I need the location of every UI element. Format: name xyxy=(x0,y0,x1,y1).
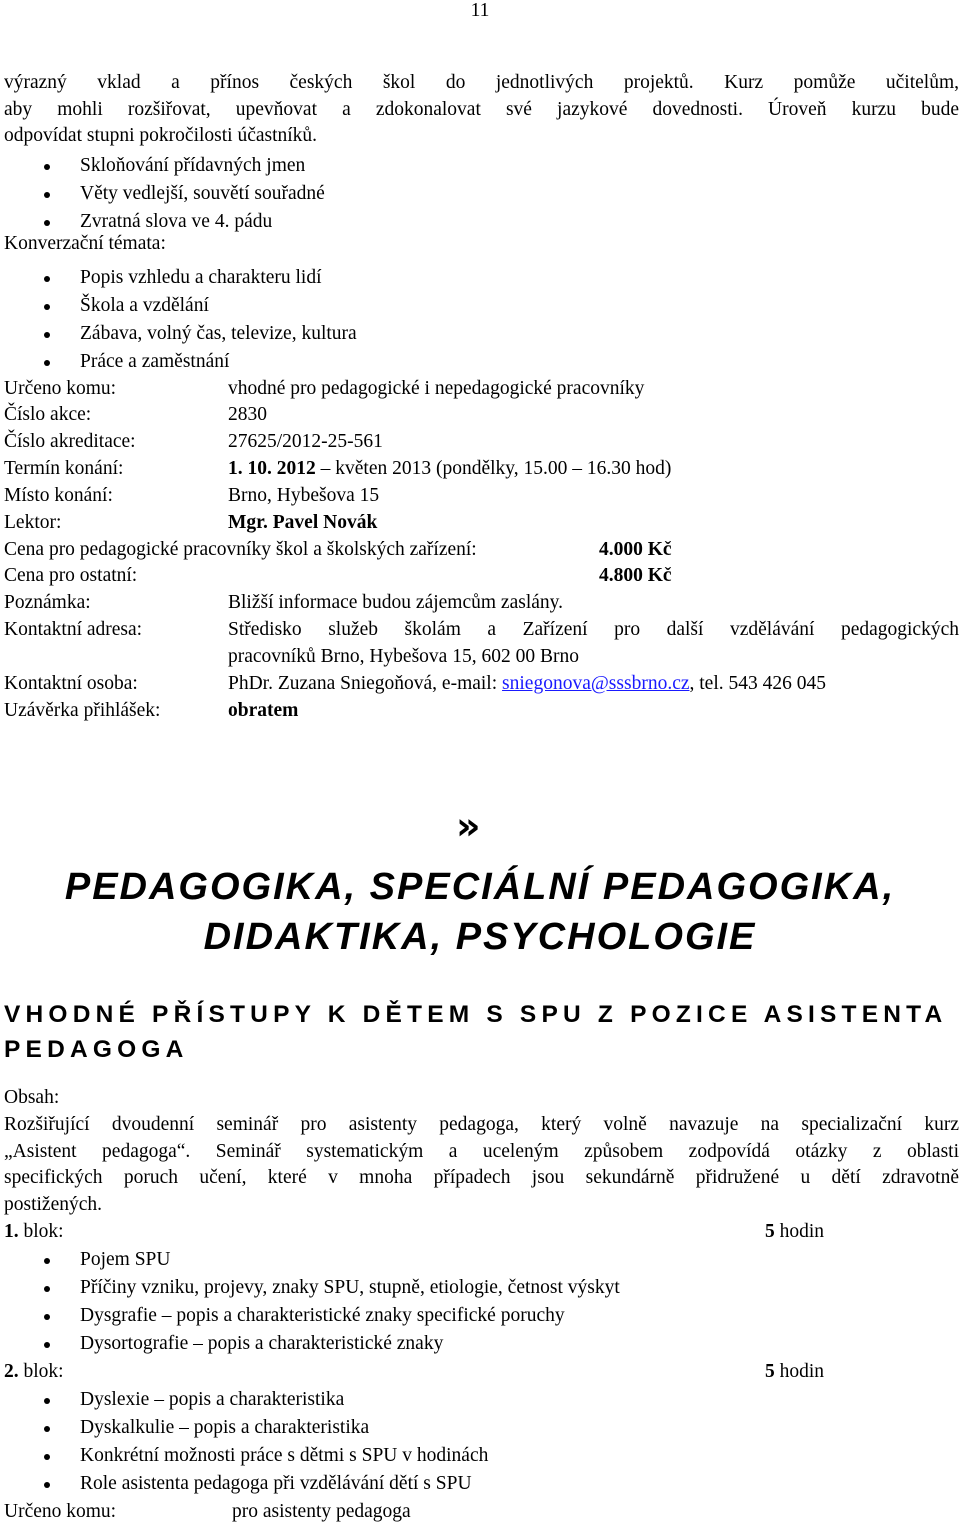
info-label: Určeno komu: xyxy=(4,378,117,399)
blok-2-list xyxy=(0,1386,488,1498)
section-title: PEDAGOGIKA, SPECIÁLNÍ PEDAGOGIKA, xyxy=(64,866,896,908)
info-value: 4.800 Kč xyxy=(599,565,672,586)
obsah-paragraph xyxy=(4,1112,959,1218)
intro-paragraph xyxy=(4,70,959,150)
info-label: Lektor: xyxy=(4,512,62,533)
topics-heading: Konverzační témata: xyxy=(4,233,166,254)
contact-name: PhDr. Zuzana Sniegoňová, e-mail: xyxy=(228,673,503,694)
info-label: Termín konání: xyxy=(4,458,124,479)
list-item: Popis vzhledu a charakteru lidí xyxy=(0,264,357,292)
info-value: 27625/2012-25-561 xyxy=(228,431,383,452)
info-value xyxy=(228,456,671,483)
topics-list xyxy=(0,264,357,376)
info-label: Číslo akce: xyxy=(4,404,92,425)
info-value: 2830 xyxy=(228,404,267,425)
blok-label: 2. blok: xyxy=(4,1361,64,1382)
info-label: Kontaktní adresa: xyxy=(4,619,143,640)
info-label: Určeno komu: xyxy=(4,1501,117,1522)
list-item: Role asistenta pedagoga při vzdělávání dětí s SPU xyxy=(0,1470,488,1498)
list-item: Příčiny vzniku, projevy, znaky SPU, stupně, etiologie, četnost výskyt xyxy=(0,1274,620,1302)
blok-hours: 5 hodin xyxy=(764,1361,824,1382)
obsah-line-4: postižených. xyxy=(4,1193,103,1215)
obsah-label: Obsah: xyxy=(4,1087,60,1108)
info-value xyxy=(228,671,826,698)
grammar-list xyxy=(0,152,325,236)
list-item: Škola a vzdělání xyxy=(0,292,357,320)
list-item: Zábava, volný čas, televize, kultura xyxy=(0,320,357,348)
info-value: obratem xyxy=(228,700,299,721)
info-value: vhodné pro pedagogické i nepedagogické pracovníky xyxy=(228,378,645,399)
chevron-icon: » xyxy=(456,804,481,848)
info-value: Mgr. Pavel Novák xyxy=(228,512,378,533)
info-value: Středisko služeb školám a Zařízení pro další vzdělávání pedagogických xyxy=(228,619,959,640)
info-label: Místo konání: xyxy=(4,485,113,506)
blok-hours: 5 hodin xyxy=(764,1221,824,1242)
info-value: Bližší informace budou zájemcům zaslány. xyxy=(228,592,563,613)
intro-line-3: odpovídat stupni pokročilosti účastníků. xyxy=(4,125,318,146)
termin-rest: – květen 2013 (pondělky, 15.00 – 16.30 hod) xyxy=(315,458,672,479)
list-item: Dysgrafie – popis a charakteristické znaky specifické poruchy xyxy=(0,1302,620,1330)
info-value: pro asistenty pedagoga xyxy=(232,1501,411,1522)
obsah-line-2: „Asistent pedagoga“. Seminář systematickým a uceleným způsobem zodpovídá otázky z oblasti xyxy=(4,1140,959,1162)
obsah-line-1: Rozšiřující dvoudenní seminář pro asistenty pedagoga, který volně navazuje na specializační kurz xyxy=(4,1114,959,1135)
list-item: Věty vedlejší, souvětí souřadné xyxy=(0,180,325,208)
list-item: Dyslexie – popis a charakteristika xyxy=(0,1386,488,1414)
info-row-adresa xyxy=(4,617,959,644)
info-value: 4.000 Kč xyxy=(599,539,672,560)
termin-date: 1. 10. 2012 xyxy=(228,458,316,479)
intro-line-1: výrazný vklad a přínos českých škol do jednotlivých projektů. Kurz pomůže učitelům, xyxy=(4,72,959,93)
blok-2-header xyxy=(4,1359,824,1386)
info-label: Cena pro ostatní: xyxy=(4,565,138,586)
intro-line-2: aby mohli rozšiřovat, upevňovat a zdokonalovat své jazykové dovednosti. Úroveň kurzu bude xyxy=(4,98,959,120)
info-value: Brno, Hybešova 15 xyxy=(228,485,380,506)
list-item: Konkrétní možnosti práce s dětmi s SPU v hodinách xyxy=(0,1442,488,1470)
list-item: Dyskalkulie – popis a charakteristika xyxy=(0,1414,488,1442)
list-item: Zvratná slova ve 4. pádu xyxy=(0,208,325,236)
info-label: Číslo akreditace: xyxy=(4,431,136,452)
course-title: VHODNÉ PŘÍSTUPY K DĚTEM S SPU Z POZICE ASISTENTA xyxy=(4,1001,948,1028)
blok-label: 1. blok: xyxy=(4,1221,64,1242)
list-item: Práce a zaměstnání xyxy=(0,348,357,376)
blok-1-header xyxy=(4,1219,824,1246)
contact-phone: , tel. 543 426 045 xyxy=(689,673,826,694)
section-title-2: DIDAKTIKA, PSYCHOLOGIE xyxy=(203,916,757,958)
course-title-2: PEDAGOGA xyxy=(4,1036,189,1063)
blok-1-list xyxy=(0,1246,620,1358)
info-label: Cena pro pedagogické pracovníky škol a školských zařízení: xyxy=(4,539,477,560)
obsah-line-3: specifických poruch učení, které v mnoha případech jsou sekundárně přidružené u dětí zdravotně xyxy=(4,1167,959,1188)
info-label: Poznámka: xyxy=(4,592,91,613)
list-item: Pojem SPU xyxy=(0,1246,620,1274)
info-value: pracovníků Brno, Hybešova 15, 602 00 Brno xyxy=(228,646,579,667)
list-item: Dysortografie – popis a charakteristické znaky xyxy=(0,1330,620,1358)
info-label: Uzávěrka přihlášek: xyxy=(4,700,161,721)
info-label: Kontaktní osoba: xyxy=(4,673,138,694)
list-item: Skloňování přídavných jmen xyxy=(0,152,325,180)
email-link[interactable]: sniegonova@sssbrno.cz xyxy=(502,673,690,694)
page-number: 11 xyxy=(470,0,490,21)
